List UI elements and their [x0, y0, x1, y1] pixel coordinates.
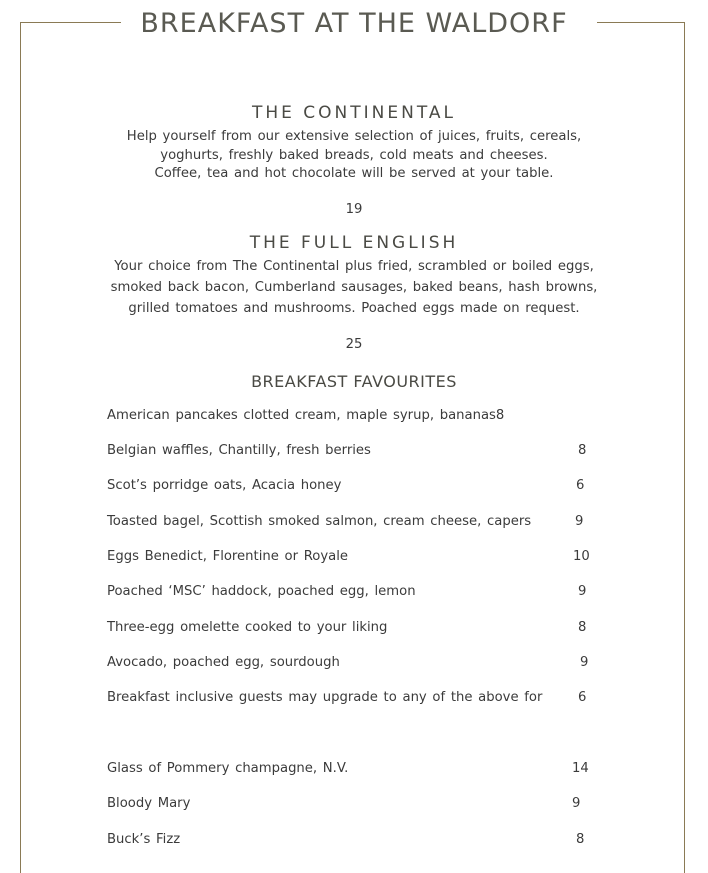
full-english-desc-line-1: Your choice from The Continental plus fried, scrambled or boiled eggs, [114, 259, 594, 274]
continental-price: 19 [345, 202, 363, 217]
menu-item-price: 6 [578, 690, 587, 705]
continental-desc-line-2: yoghurts, freshly baked breads, cold meats and cheeses. [160, 148, 548, 163]
menu-item-price: 10 [573, 549, 590, 564]
continental-desc-line-3: Coffee, tea and hot chocolate will be served at your table. [154, 166, 554, 181]
drink-item-price: 14 [572, 761, 589, 776]
menu-item: American pancakes clotted cream, maple syrup, bananas8 [107, 408, 505, 423]
drink-item: Glass of Pommery champagne, N.V. [107, 761, 349, 776]
drink-item-price: 9 [572, 796, 581, 811]
favourites-heading: BREAKFAST FAVOURITES [251, 372, 457, 391]
full-english-price: 25 [345, 337, 363, 352]
drink-item: Buck’s Fizz [107, 832, 181, 847]
menu-item-price: 8 [578, 443, 587, 458]
menu-item: Eggs Benedict, Florentine or Royale [107, 549, 349, 564]
menu-item-price: 9 [575, 514, 584, 529]
menu-item-price: 6 [576, 478, 585, 493]
menu-item-price: 9 [578, 584, 587, 599]
full-english-desc-line-2: smoked back bacon, Cumberland sausages, baked beans, hash browns, [110, 280, 598, 295]
menu-item: Avocado, poached egg, sourdough [107, 655, 340, 670]
full-english-desc-line-3: grilled tomatoes and mushrooms. Poached eggs made on request. [128, 301, 580, 316]
menu-title: BREAKFAST AT THE WALDORF [140, 8, 568, 39]
continental-desc-line-1: Help yourself from our extensive selection of juices, fruits, cereals, [126, 129, 582, 144]
continental-heading: THE CONTINENTAL [251, 103, 457, 123]
menu-item: Belgian waffles, Chantilly, fresh berries [107, 443, 371, 458]
menu-item: Scot’s porridge oats, Acacia honey [107, 478, 342, 493]
menu-item: Breakfast inclusive guests may upgrade to any of the above for [107, 690, 543, 705]
menu-item: Three-egg omelette cooked to your liking [107, 620, 388, 635]
menu-item: Toasted bagel, Scottish smoked salmon, cream cheese, capers [107, 514, 532, 529]
drink-item: Bloody Mary [107, 796, 191, 811]
menu-item: Poached ‘MSC’ haddock, poached egg, lemon [107, 584, 416, 599]
full-english-heading: THE FULL ENGLISH [249, 233, 459, 253]
drink-item-price: 8 [576, 832, 585, 847]
menu-item-price: 8 [578, 620, 587, 635]
menu-item-price: 9 [580, 655, 589, 670]
